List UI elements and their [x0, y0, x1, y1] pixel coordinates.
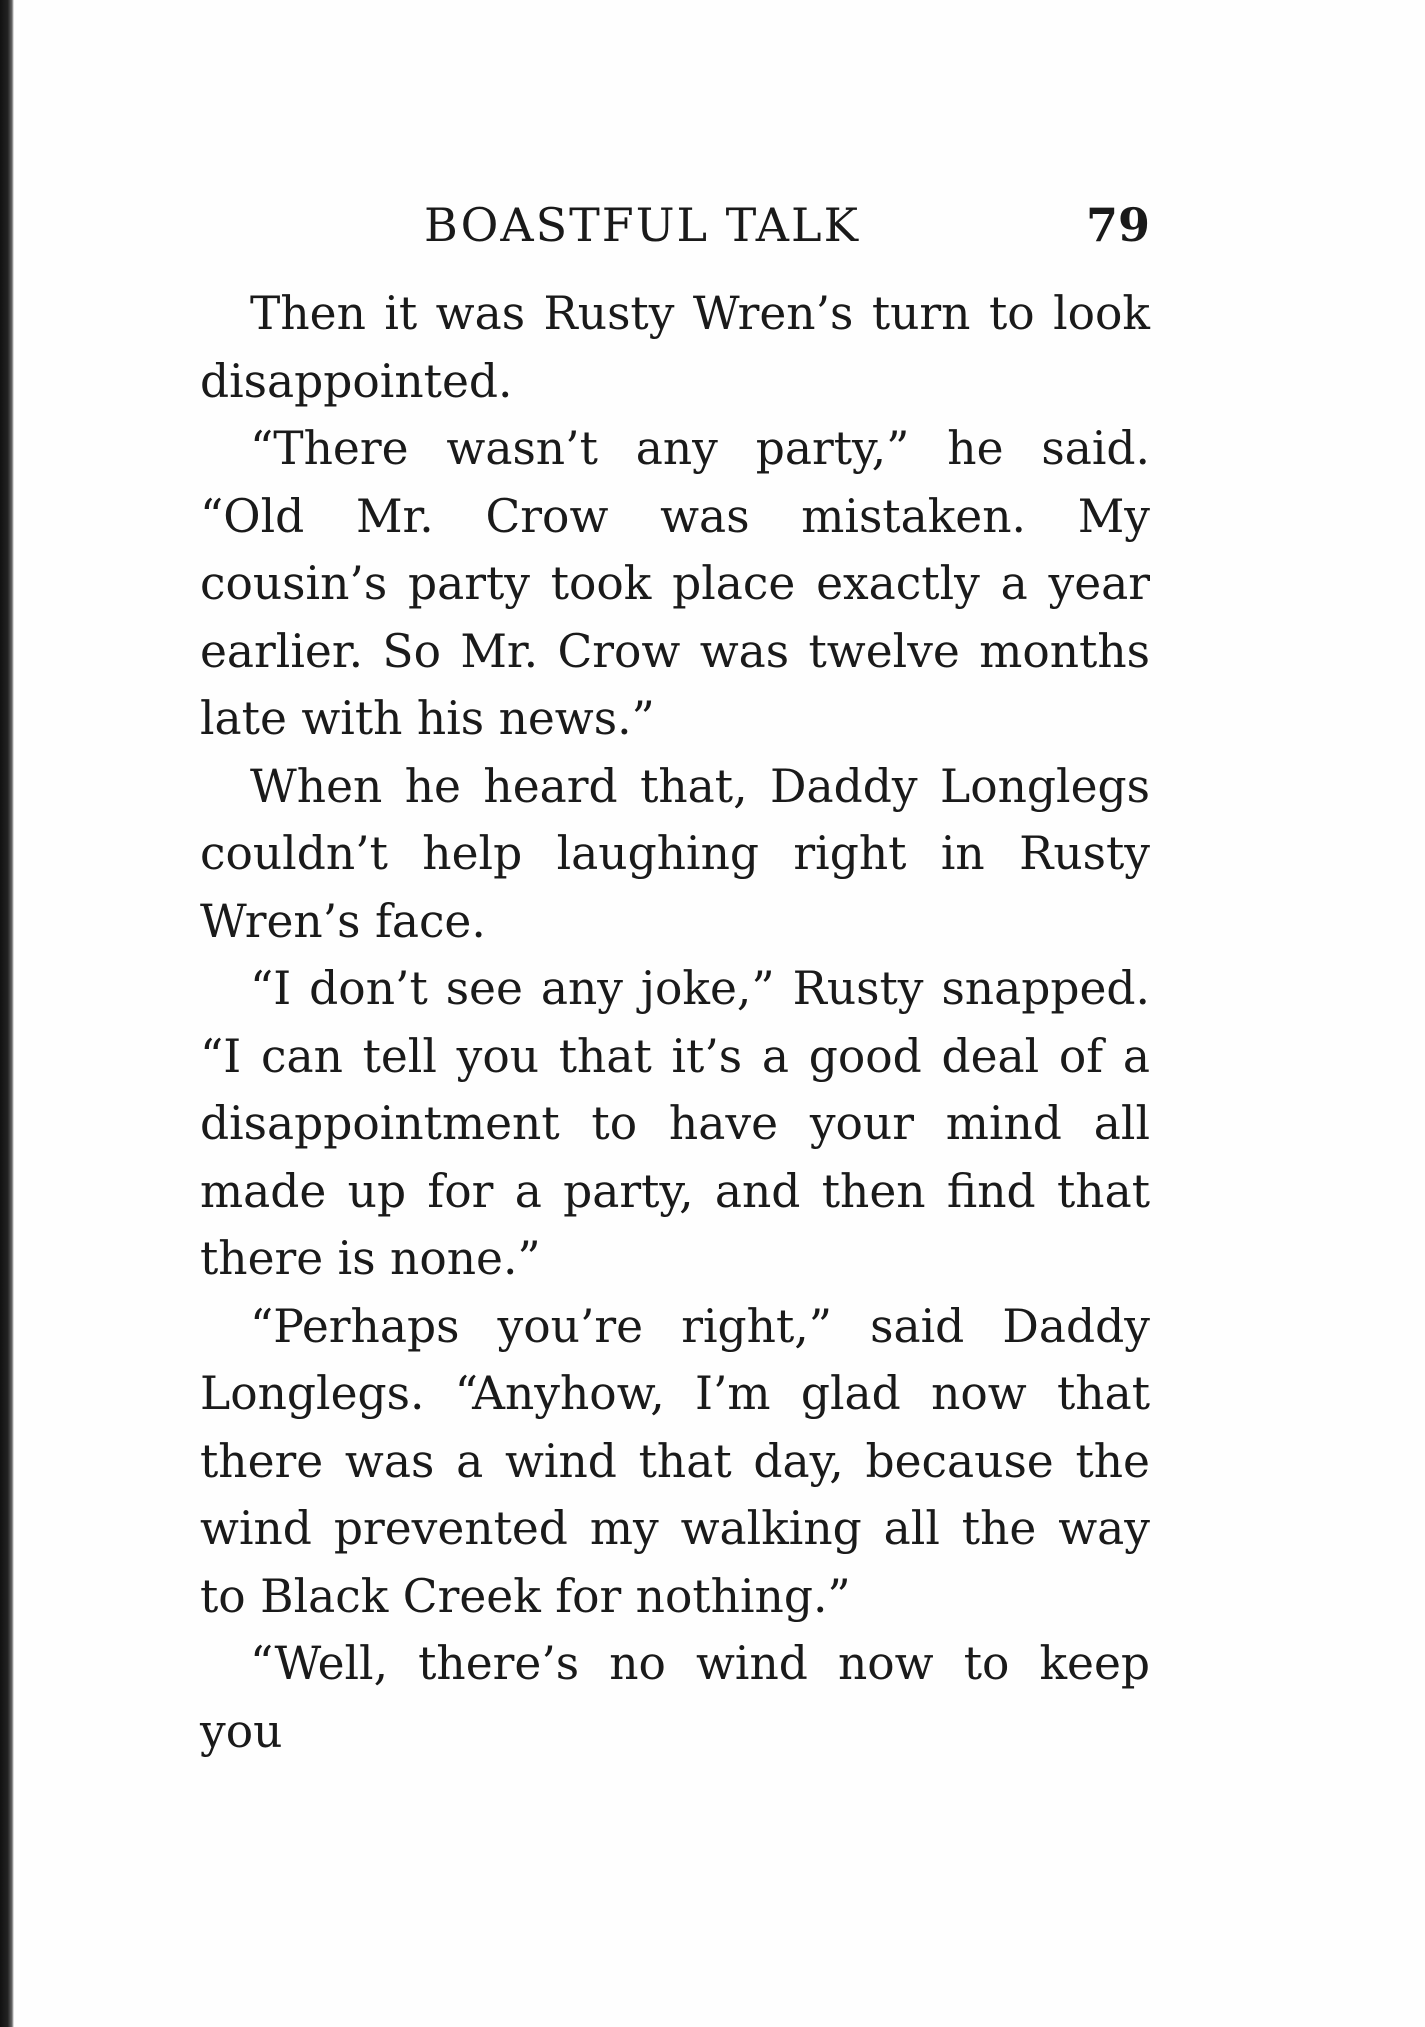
paragraph: When he heard that, Daddy Longlegs couldn’t help laughing right in Rusty Wren’s face.	[200, 759, 1150, 948]
paragraph: “Well, there’s no wind now to keep you	[200, 1637, 1150, 1758]
paragraph: “Perhaps you’re right,” said Daddy Longlegs. “Anyhow, I’m glad now that there was a wind that day, because the wind prevented my walking all the way to Black Creek for nothing.”	[200, 1299, 1150, 1623]
page-binding-edge	[0, 0, 14, 2027]
page-number: 79	[1085, 198, 1150, 252]
running-head	[200, 190, 1150, 260]
running-title: BOASTFUL TALK	[424, 198, 860, 252]
body-text	[200, 280, 1150, 1765]
paragraph: “There wasn’t any party,” he said. “Old Mr. Crow was mistaken. My cousin’s party took place exactly a year earlier. So Mr. Crow was twelve months late with his news.”	[200, 422, 1150, 745]
paragraph: Then it was Rusty Wren’s turn to look disappointed.	[200, 287, 1150, 408]
paragraph: “I don’t see any joke,” Rusty snapped. “I can tell you that it’s a good deal of a disappointment to have your mind all made up for a party, and then find that there is none.”	[200, 962, 1150, 1285]
